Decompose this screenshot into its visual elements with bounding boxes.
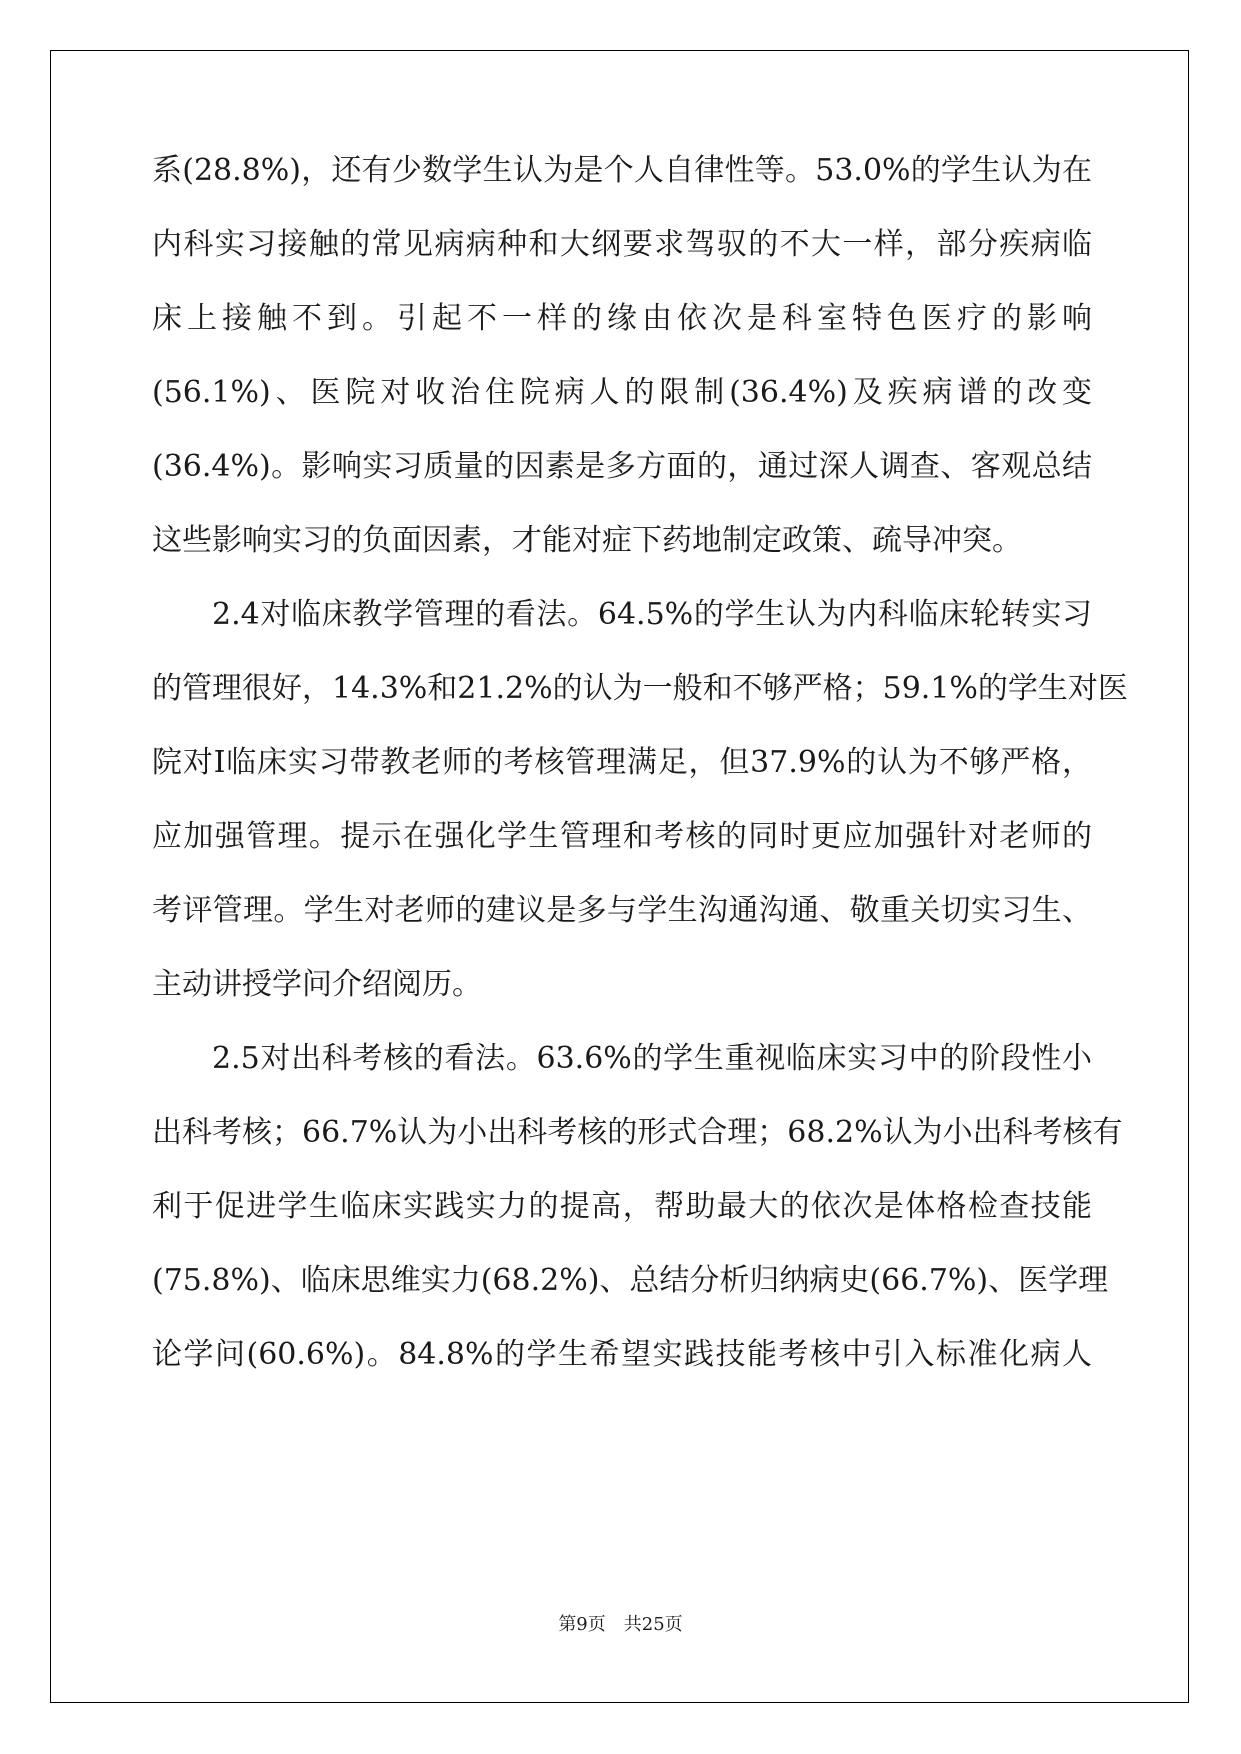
text-line: (75.8%)、临床思维实力(68.2%)、总结分析归纳病史(66.7%)、医学理 [152, 1263, 1109, 1298]
text-line: 考评管理。学生对老师的建议是多与学生沟通沟通、敬重关切实习生、 [152, 893, 1092, 928]
text-line: 的管理很好，14.3%和21.2%的认为一般和不够严格；59.1%的学生对医 [152, 671, 1128, 706]
text-line: 主动讲授学问介绍阅历。 [152, 967, 482, 1002]
text-line: 论学问(60.6%)。84.8%的学生希望实践技能考核中引入标准化病人 [152, 1337, 1092, 1372]
text-line: (56.1%)、医院对收治住院病人的限制(36.4%)及疾病谱的改变 [152, 375, 1092, 410]
text-line: 床上接触不到。引起不一样的缘由依次是科室特色医疗的影响 [152, 301, 1092, 336]
section-heading-line: 2.4对临床教学管理的看法。64.5%的学生认为内科临床轮转实习 [212, 597, 1092, 632]
text-line: 应加强管理。提示在强化学生管理和考核的同时更应加强针对老师的 [152, 819, 1092, 854]
text-line: (36.4%)。影响实习质量的因素是多方面的，通过深人调查、客观总结 [152, 449, 1092, 484]
page-number: 第9页 共25页 [558, 1614, 683, 1635]
text-line: 利于促进学生临床实践实力的提高，帮助最大的依次是体格检查技能 [152, 1189, 1092, 1224]
text-line: 出科考核；66.7%认为小出科考核的形式合理；68.2%认为小出科考核有 [152, 1115, 1123, 1150]
section-heading-line: 2.5对出科考核的看法。63.6%的学生重视临床实习中的阶段性小 [212, 1041, 1092, 1076]
text-line: 内科实习接触的常见病病种和大纲要求驾驭的不大一样，部分疾病临 [152, 227, 1092, 262]
text-line: 这些影响实习的负面因素，才能对症下药地制定政策、疏导冲突。 [152, 523, 1022, 558]
text-line: 院对Ⅰ临床实习带教老师的考核管理满足，但37.9%的认为不够严格， [152, 745, 1092, 780]
text-line: 系(28.8%)，还有少数学生认为是个人自律性等。53.0%的学生认为在 [152, 153, 1092, 188]
